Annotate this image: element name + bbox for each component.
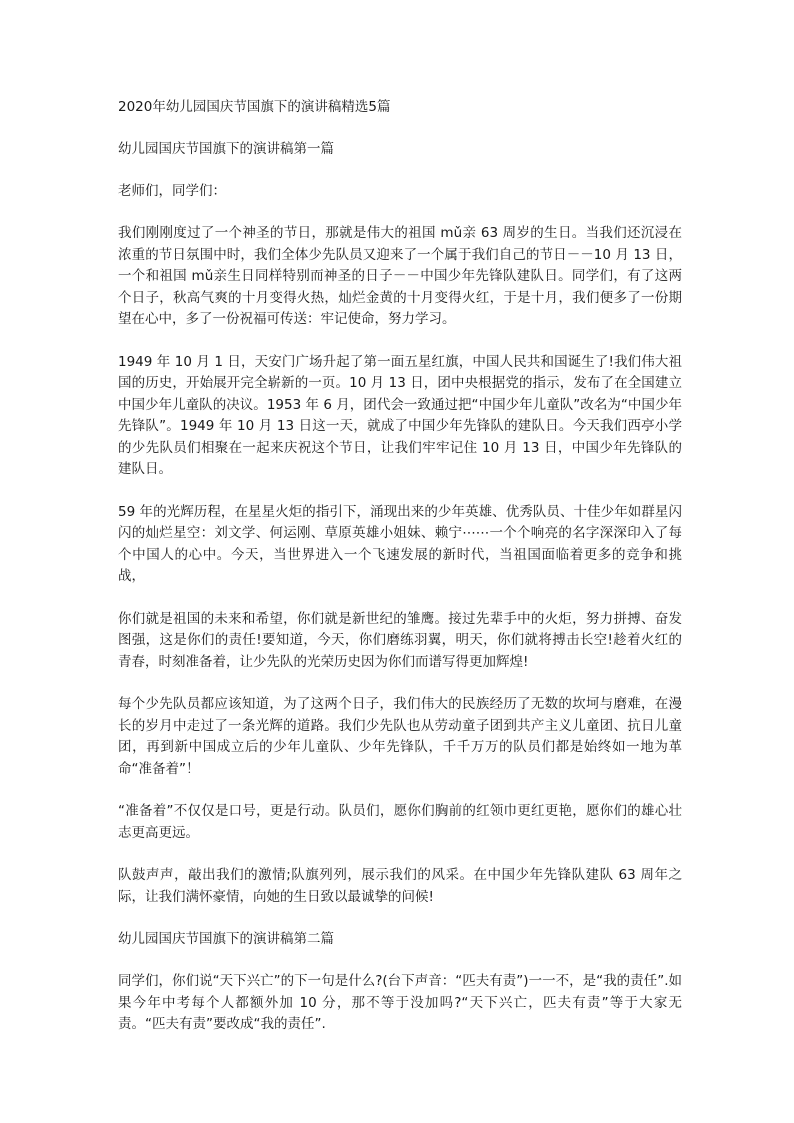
greeting: 老师们，同学们： <box>118 183 226 199</box>
paragraph: 同学们，你们说“天下兴亡”的下一句是什么?(台下声音：“匹夫有责”)一一不，是“我的责任”.如果今年中考每个人都额外加 10 分，那不等于没加吗?“天下兴亡，匹夫有责”等于大家无责。“匹夫有责”要改成“我的责任”. <box>118 973 682 1032</box>
document-title: 2020年幼儿园国庆节国旗下的演讲稿精选5篇 <box>118 99 391 115</box>
paragraph: 队鼓声声，敲出我们的激情;队旗列列，展示我们的风采。在中国少年先锋队建队 63 周年之际，让我们满怀豪情，向她的生日致以最诚挚的问候! <box>118 867 682 905</box>
section-heading-2: 幼儿园国庆节国旗下的演讲稿第二篇 <box>118 931 334 947</box>
paragraph: 我们刚刚度过了一个神圣的节日，那就是伟大的祖国 mǔ亲 63 周岁的生日。当我们还沉浸在浓重的节日氛围中时，我们全体少先队员又迎来了一个属于我们自己的节日－－10 月 13 日，一个和祖国 mǔ亲生日同样特别而神圣的日子－－中国少年先锋队建队日。同学们，有了这两个日子，秋高气爽的十月变得火热，灿烂金黄的十月变得火红，于是十月，我们便多了一份期望在心中，多了一份祝福可传送：牢记使命，努力学习。 <box>118 225 682 327</box>
paragraph: 59 年的光辉历程，在星星火炬的指引下，涌现出来的少年英雄、优秀队员、十佳少年如群星闪闪的灿烂星空：刘文学、何运刚、草原英雄小姐妹、赖宁⋯⋯一个个响亮的名字深深印入了每个中国人的心中。今天，当世界进入一个飞速发展的新时代，当祖国面临着更多的竞争和挑战， <box>118 503 682 584</box>
paragraph: “准备着”不仅仅是口号，更是行动。队员们，愿你们胸前的红领巾更红更艳，愿你们的雄心壮志更高更远。 <box>118 803 682 841</box>
paragraph: 你们就是祖国的未来和希望，你们就是新世纪的雏鹰。接过先辈手中的火炬，努力拼搏、奋发图强，这是你们的责任!要知道，今天，你们磨练羽翼，明天，你们就将搏击长空!趁着火红的青春，时刻准备着，让少先队的光荣历史因为你们而谱写得更加辉煌! <box>118 610 682 670</box>
paragraph: 每个少先队员都应该知道，为了这两个日子，我们伟大的民族经历了无数的坎坷与磨难，在漫长的岁月中走过了一条光辉的道路。我们少先队也从劳动童子团到共产主义儿童团、抗日儿童团，再到新中国成立后的少年儿童队、少年先锋队，千千万万的队员们都是始终如一地为革命“准备着”！ <box>118 696 682 777</box>
paragraph: 1949 年 10 月 1 日，天安门广场升起了第一面五星红旗，中国人民共和国诞生了!我们伟大祖国的历史，开始展开完全崭新的一页。10 月 13 日，团中央根据党的指示，发布了在全国建立中国少年儿童队的决议。1953 年 6 月，团代会一致通过把“中国少年儿童队”改名为“中国少年先锋队”。1949 年 10 月 13 日这一天，就成了中国少年先锋队的建队日。今天我们西亭小学的少先队员们相聚在一起来庆祝这个节日，让我们牢牢记住 10 月 13 日，中国少年先锋队的建队日。 <box>118 353 682 477</box>
section-heading-1: 幼儿园国庆节国旗下的演讲稿第一篇 <box>118 141 334 157</box>
